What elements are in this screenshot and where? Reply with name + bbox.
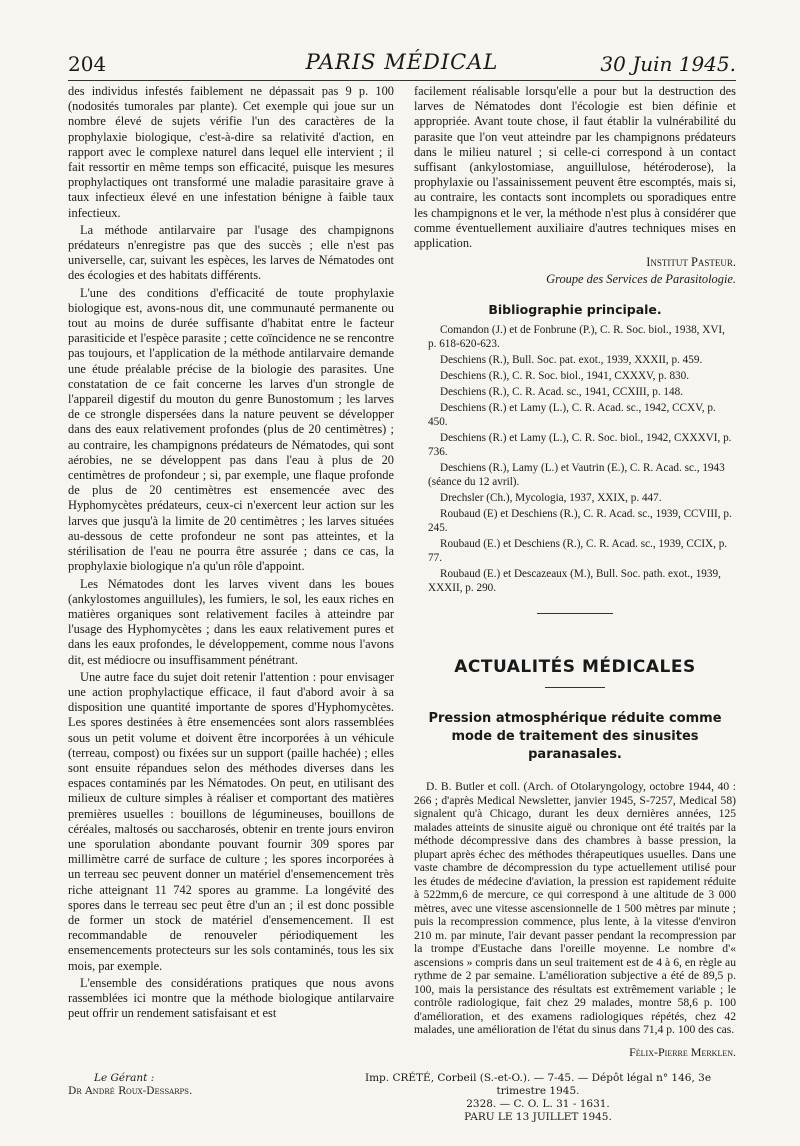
bibliography-list — [414, 323, 736, 595]
page-header — [68, 50, 736, 81]
article-author: Félix-Pierre Merklen. — [629, 1044, 736, 1059]
imprint-line: PARU LE 13 JUILLET 1945. — [464, 1111, 612, 1123]
page-number: 204 — [68, 52, 107, 76]
bibliography-entry: Roubaud (E) et Deschiens (R.), C. R. Acad. sc., 1939, CCVIII, p. 245. — [428, 507, 732, 534]
article-body: D. B. Butler et coll. (Arch. of Otolaryngology, octobre 1944, 40 : 266 ; d'après Medical Newsletter, janvier 1945, S-7257, Medical 58) signalent qu'à Chicago, durant les deux dernières années, 125 malades atteints de sinusite aiguë ou chronique ont été traités par la méthode décompressive dans des chambres à basse pression, la plupart après échec des méthodes thérapeutiques usuelles. Dans une vaste chambre de décompression du type actuellement utilisé pour les études de médecine d'aviation, la pression est rapidement réduite à 522mm,6 de mercure, ce qui correspond à une altitude de 3 000 mètres, avec une vitesse ascensionnelle de 1 500 mètres par minute ; puis la recompression commence, plus lente, à la vitesse d'environ 210 m. par minute, l'air devant passer pendant la recompression par la trompe d'Eustache dans l'oreille moyenne. Le nombre d'« ascensions » compris dans un seul traitement est de 4 à 6, en règle au rythme de 2 par semaine. L'amélioration subjective a été de 89,5 p. 100, mais la persistance des résultats est extrêmement variable ; le contrôle radiologique, fait chez 29 malades, montre 58,6 p. 100 d'amélioration, et des examens radiologiques répétés, chez 42 malades, une amélioration de l'état du sinus dans 71,4 p. 100 des cas. — [414, 780, 736, 1037]
manager-label: Le Gérant : — [94, 1072, 155, 1084]
bibliography-entry: Deschiens (R.), C. R. Soc. biol., 1941, CXXXV, p. 830. — [440, 369, 690, 382]
bibliography-entry: Deschiens (R.) et Lamy (L.), C. R. Acad. sc., 1942, CCXV, p. 450. — [428, 401, 716, 428]
bibliography-entry: Deschiens (R.), Lamy (L.) et Vautrin (E.), C. R. Acad. sc., 1943 (séance du 12 avril). — [428, 461, 725, 488]
imprint-line: 2328. — C. O. L. 31 - 1631. — [466, 1098, 610, 1110]
left-paragraph: des individus infestés faiblement ne dépassait pas 9 p. 100 (nodosités tumorales par plante). Cet exemple qui joue sur un nombre élevé de sujets vérifie l'un des caractères de la prophylaxie biologique, c'est-à-dire sa relativité d'action, en rapport avec le complexe naturel dans lequel elle intervient ; il fait ressortir en même temps son efficacité, puisque les mesures prophylactiques ont transformé une maladie parasitaire grave à taux infectieux élevé en une infestation bénigne à faible taux infectieux. — [68, 84, 394, 220]
right-paragraph: facilement réalisable lorsqu'elle a pour but la destruction des larves de Nématodes dont l'écologie est bien définie et appropriée. Avant toute chose, il faut établir la vulnérabilité du parasite que l'on veut atteindre par les champignons prédateurs dans le milieu naturel ; si celle-ci correspond à un contact suffisant (ankylostomiase, anguillulose, hétéroderose), la prophylaxie ou l'assainissement peuvent être escomptés, mais si, au contraire, les contacts sont incomplets ou sporadiques entre les champignons et le ver, la méthode n'est plus à considérer que comme éventuellement auxiliaire d'autres techniques mises en application. — [414, 84, 736, 251]
left-paragraph: Une autre face du sujet doit retenir l'attention : pour envisager une action prophylactique efficace, il faut d'abord avoir à sa disposition une quantité importante de spores d'Hyphomycètes. Les spores destinées à être ensemencées sont alors rassemblées sous un petit volume et doivent être incorporées à un véhicule (terreau, compost) ou fixées sur un support (paille hachée) ; elles sont ensuite répandues selon des méthodes diverses dans les espaces contaminés par les Nématodes. On peut, en utilisant des milieux de culture simples à réaliser et comportant des matières premières usuelles : bouillons de légumineuses, bouillons de céréales, maltosés ou saccharosés, obtenir en trente jours environ une sporulation abondante pouvant fournir 309 spores par millimètre carré de surface de culture ; les spores incorporées à un terreau sec peuvent donner un matériel d'ensemencement très riche atteignant 11 742 spores au gramme. La longévité des spores dans le terreau sec peut être d'un an ; il est donc possible de former un stock de matériel d'ensemencement. Il est recommandable de renouveler périodiquement les ensemencements protecteurs sur les sols contaminés, tous les six mois, par exemple. — [68, 669, 394, 973]
left-column — [68, 84, 394, 1021]
article-title: Pression atmosphérique réduite comme mode de traitement des sinusites paranasales. — [428, 711, 722, 763]
bibliography-entry: Drechsler (Ch.), Mycologia, 1937, XXIX, p. 447. — [440, 491, 662, 504]
institution-signature: Institut Pasteur. — [646, 255, 736, 270]
bibliography-title: Bibliographie principale. — [488, 301, 662, 317]
issue-date: 30 Juin 1945. — [600, 52, 736, 76]
manager-name: Dr André Roux-Dessarps. — [68, 1085, 193, 1097]
journal-title: PARIS MÉDICAL — [305, 50, 499, 74]
section-title: ACTUALITÉS MÉDICALES — [454, 656, 696, 677]
right-column — [414, 84, 736, 1060]
left-paragraph: L'une des conditions d'efficacité de toute prophylaxie biologique est, avons-nous dit, une communauté permanente ou tout au moins de durée suffisante d'habitat entre le facteur parasiticide et l'espèce parasite ; cette coïncidence ne se rencontre pas toujours, et l'application de la méthode antilarvaire demande une étude préalable précise de la biologie des parasites. Une constatation de ce fait concerne les larves d'un strongle de l'appareil digestif du mouton du genre Bunostomum ; les larves de ce strongle dispersées dans la nature peuvent se développer dans des eaux relativement profondes (plus de 20 centimètres) ; au contraire, les champignons prédateurs de Nématodes, qui sont aérobies, ne se développent pas dans l'eau à plus de 20 centimètres de profondeur ; si, par exemple, une flaque profonde de plus de 20 centimètres est ensemencée avec des Hyphomycètes prédateurs, ceux-ci n'exercent leur action sur les larves que jusqu'à la limite de 20 centimètres ; les larves situées au-dessous de cette profondeur ne sont pas atteintes, et la stérilisation de l'eau ne pourra être assurée ; dans ce cas, la prophylaxie biologique n'a qu'un rôle d'appoint. — [68, 285, 394, 574]
footer-imprint — [340, 1072, 736, 1124]
left-paragraph: L'ensemble des considérations pratiques que nous avons rassemblées ici montre que la méthode biologique antilarvaire peut offrir un rendement satisfaisant et est — [68, 975, 394, 1021]
bibliography-entry: Comandon (J.) et de Fonbrune (P.), C. R. Soc. biol., 1938, XVI, p. 618-620-623. — [428, 323, 725, 350]
left-paragraph: La méthode antilarvaire par l'usage des champignons prédateurs n'enregistre pas que des succès ; elle n'est pas universelle, car, suivant les espèces, les larves de Nématodes ont des écologies et des habitats différents. — [68, 222, 394, 283]
bibliography-entry: Deschiens (R.) et Lamy (L.), C. R. Soc. biol., 1942, CXXXVI, p. 736. — [428, 431, 732, 458]
imprint-line: Imp. CRÉTÉ, Corbeil (S.-et-O.). — 7-45. — Dépôt légal n° 146, 3e trimestre 1945. — [364, 1072, 712, 1097]
institution-department: Groupe des Services de Parasitologie. — [546, 272, 736, 287]
footer-manager — [68, 1072, 268, 1098]
bibliography-entry: Deschiens (R.), Bull. Soc. pat. exot., 1939, XXXII, p. 459. — [440, 353, 703, 366]
bibliography-entry: Deschiens (R.), C. R. Acad. sc., 1941, CCXIII, p. 148. — [440, 385, 683, 398]
bibliography-entry: Roubaud (E.) et Descazeaux (M.), Bull. Soc. path. exot., 1939, XXXII, p. 290. — [428, 567, 721, 594]
left-paragraph: Les Nématodes dont les larves vivent dans les boues (ankylostomes anguillules), les fumiers, le sol, les eaux riches en matières organiques sont relativement faciles à atteindre par l'usage des Hyphomycètes ; dans les eaux relativement pures et dans les eaux profondes, le développement, comme nous l'avons dit, est médiocre ou insuffisamment pénétrant. — [68, 576, 394, 667]
bibliography-entry: Roubaud (E.) et Deschiens (R.), C. R. Acad. sc., 1939, CCIX, p. 77. — [428, 537, 728, 564]
